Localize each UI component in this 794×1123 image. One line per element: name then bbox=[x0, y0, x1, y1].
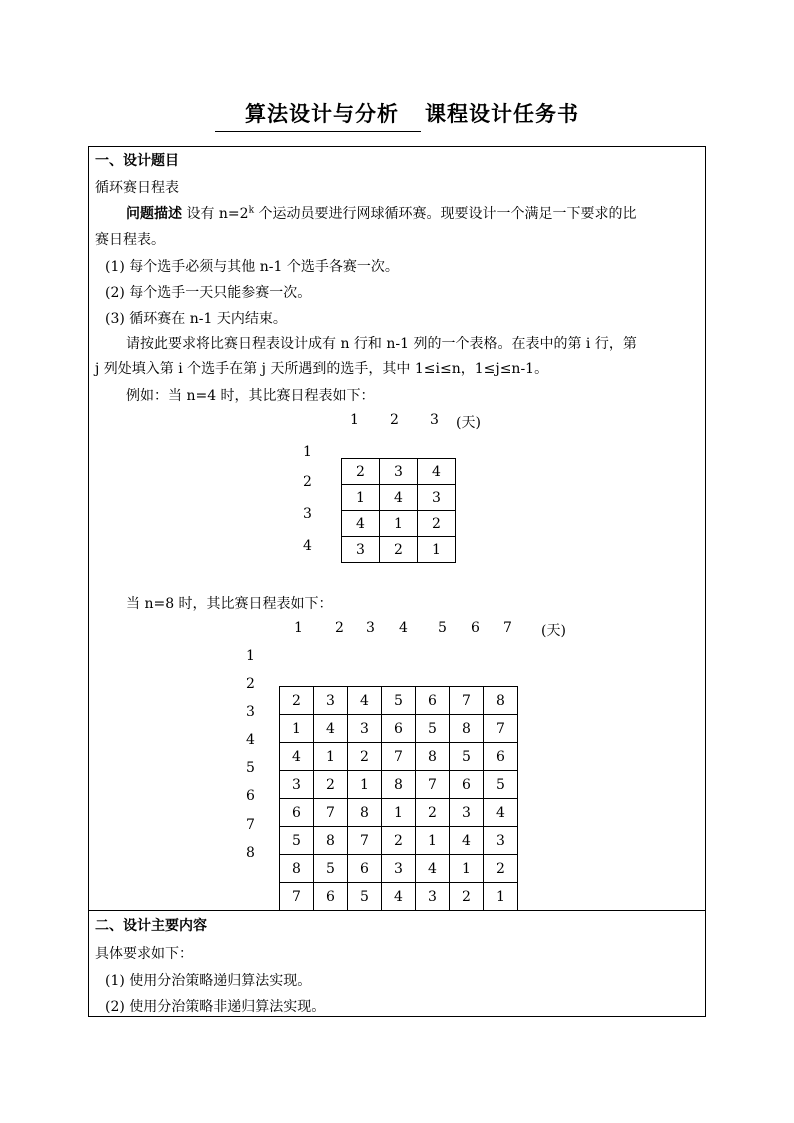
document-type: 课程设计任务书 bbox=[425, 101, 579, 126]
problem-superscript: k bbox=[248, 205, 255, 216]
table-cell: 8 bbox=[484, 687, 518, 715]
problem-text-a: 设有 n=2 bbox=[186, 206, 249, 222]
table-cell: 4 bbox=[348, 687, 382, 715]
table-cell: 5 bbox=[484, 771, 518, 799]
table-cell: 1 bbox=[450, 855, 484, 883]
table-cell: 3 bbox=[348, 715, 382, 743]
day-label: 3 bbox=[366, 620, 375, 636]
player-label: 6 bbox=[246, 788, 255, 804]
day-label: 6 bbox=[471, 620, 480, 636]
table-cell: 4 bbox=[450, 827, 484, 855]
content-item-1: (1) 使用分治策略递归算法实现。 bbox=[105, 973, 312, 989]
day-label: 2 bbox=[390, 412, 399, 428]
player-label: 1 bbox=[246, 648, 255, 664]
table-cell: 2 bbox=[382, 827, 416, 855]
table-cell: 8 bbox=[280, 855, 314, 883]
table-cell: 2 bbox=[280, 687, 314, 715]
day-label: 2 bbox=[335, 620, 344, 636]
table-cell: 5 bbox=[314, 855, 348, 883]
table-cell: 2 bbox=[314, 771, 348, 799]
requirement-3: (3) 循环赛在 n-1 天内结束。 bbox=[105, 311, 287, 327]
table-cell: 7 bbox=[450, 687, 484, 715]
table-cell: 4 bbox=[380, 485, 418, 511]
player-label: 4 bbox=[246, 732, 255, 748]
table-cell: 3 bbox=[416, 883, 450, 911]
table-cell: 2 bbox=[418, 511, 456, 537]
design-topic: 循环赛日程表 bbox=[95, 180, 179, 196]
day-label: 1 bbox=[350, 412, 359, 428]
table-cell: 6 bbox=[314, 883, 348, 911]
table-cell: 4 bbox=[314, 715, 348, 743]
day-label: 7 bbox=[503, 620, 512, 636]
table-cell: 5 bbox=[382, 687, 416, 715]
table-cell: 3 bbox=[418, 485, 456, 511]
table-cell: 1 bbox=[382, 799, 416, 827]
table-row bbox=[280, 771, 518, 799]
table-cell: 8 bbox=[416, 743, 450, 771]
table-row bbox=[342, 485, 456, 511]
table-cell: 4 bbox=[418, 459, 456, 485]
player-label: 8 bbox=[246, 845, 255, 861]
player-label: 4 bbox=[303, 538, 312, 554]
instruction-line1: 请按此要求将比赛日程表设计成有 n 行和 n-1 列的一个表格。在表中的第 i 行，第 bbox=[126, 336, 637, 352]
table-row bbox=[280, 799, 518, 827]
table-row bbox=[280, 883, 518, 911]
table-cell: 2 bbox=[348, 743, 382, 771]
table-row bbox=[280, 855, 518, 883]
problem-text-b: 个运动员要进行网球循环赛。现要设计一个满足一下要求的比 bbox=[254, 206, 637, 222]
table-cell: 2 bbox=[380, 537, 418, 563]
table-row bbox=[342, 459, 456, 485]
player-label: 7 bbox=[246, 817, 255, 833]
day-label: 1 bbox=[294, 620, 303, 636]
section2-intro: 具体要求如下： bbox=[95, 946, 193, 962]
day-unit-label: (天) bbox=[456, 415, 481, 431]
table-cell: 3 bbox=[382, 855, 416, 883]
table-cell: 2 bbox=[342, 459, 380, 485]
problem-description-line1 bbox=[126, 203, 636, 223]
table-cell: 6 bbox=[382, 715, 416, 743]
day-label: 5 bbox=[438, 620, 447, 636]
table-cell: 1 bbox=[418, 537, 456, 563]
table-cell: 2 bbox=[450, 883, 484, 911]
table-row bbox=[280, 827, 518, 855]
table-cell: 7 bbox=[280, 883, 314, 911]
instruction-line2: j 列处填入第 i 个选手在第 j 天所遇到的选手，其中 1≤i≤n，1≤j≤n-1。 bbox=[95, 361, 549, 377]
table-cell: 5 bbox=[450, 743, 484, 771]
table-cell: 7 bbox=[484, 715, 518, 743]
table-cell: 6 bbox=[348, 855, 382, 883]
table-cell: 1 bbox=[484, 883, 518, 911]
example-n4-caption: 例如：当 n=4 时，其比赛日程表如下： bbox=[126, 388, 375, 404]
requirement-1: (1) 每个选手必须与其他 n-1 个选手各赛一次。 bbox=[105, 259, 399, 275]
table-cell: 3 bbox=[342, 537, 380, 563]
table-row bbox=[342, 511, 456, 537]
table-cell: 2 bbox=[484, 855, 518, 883]
table-cell: 6 bbox=[280, 799, 314, 827]
player-label: 1 bbox=[303, 444, 312, 460]
table-row bbox=[342, 537, 456, 563]
day-label: 3 bbox=[430, 412, 439, 428]
requirement-2: (2) 每个选手一天只能参赛一次。 bbox=[105, 285, 312, 301]
table-cell: 5 bbox=[416, 715, 450, 743]
schedule-table-n8 bbox=[279, 686, 518, 911]
table-cell: 5 bbox=[280, 827, 314, 855]
player-label: 3 bbox=[246, 704, 255, 720]
table-cell: 6 bbox=[416, 687, 450, 715]
player-label: 3 bbox=[303, 506, 312, 522]
table-cell: 6 bbox=[484, 743, 518, 771]
player-label: 5 bbox=[246, 760, 255, 776]
table-cell: 1 bbox=[342, 485, 380, 511]
table-cell: 2 bbox=[416, 799, 450, 827]
table-cell: 4 bbox=[416, 855, 450, 883]
table-cell: 3 bbox=[450, 799, 484, 827]
document-title bbox=[0, 98, 794, 132]
section2-heading: 二、设计主要内容 bbox=[95, 918, 207, 934]
table-cell: 1 bbox=[314, 743, 348, 771]
schedule-table-n4 bbox=[341, 458, 456, 563]
table-cell: 3 bbox=[484, 827, 518, 855]
section1-heading: 一、设计题目 bbox=[95, 153, 179, 169]
course-subject: 算法设计与分析 bbox=[215, 98, 421, 132]
table-cell: 7 bbox=[314, 799, 348, 827]
table-cell: 4 bbox=[342, 511, 380, 537]
table-cell: 4 bbox=[280, 743, 314, 771]
player-label: 2 bbox=[303, 474, 312, 490]
problem-description-line2: 赛日程表。 bbox=[95, 232, 165, 248]
table-cell: 3 bbox=[280, 771, 314, 799]
table-cell: 4 bbox=[382, 883, 416, 911]
table-row bbox=[280, 715, 518, 743]
example-n8-caption: 当 n=8 时，其比赛日程表如下： bbox=[126, 596, 333, 612]
table-cell: 7 bbox=[416, 771, 450, 799]
table-cell: 3 bbox=[314, 687, 348, 715]
table-cell: 8 bbox=[382, 771, 416, 799]
table-cell: 8 bbox=[314, 827, 348, 855]
table-cell: 6 bbox=[450, 771, 484, 799]
content-item-2: (2) 使用分治策略非递归算法实现。 bbox=[105, 999, 326, 1015]
table-row bbox=[280, 687, 518, 715]
day-unit-label: (天) bbox=[541, 623, 566, 639]
table-cell: 8 bbox=[450, 715, 484, 743]
table-row bbox=[280, 743, 518, 771]
problem-label: 问题描述 bbox=[126, 206, 182, 222]
player-label: 2 bbox=[246, 676, 255, 692]
table-cell: 7 bbox=[382, 743, 416, 771]
table-cell: 7 bbox=[348, 827, 382, 855]
day-label: 4 bbox=[399, 620, 408, 636]
table-cell: 4 bbox=[484, 799, 518, 827]
table-cell: 1 bbox=[380, 511, 418, 537]
table-cell: 3 bbox=[380, 459, 418, 485]
table-cell: 1 bbox=[280, 715, 314, 743]
table-cell: 1 bbox=[348, 771, 382, 799]
table-cell: 1 bbox=[416, 827, 450, 855]
table-cell: 5 bbox=[348, 883, 382, 911]
table-cell: 8 bbox=[348, 799, 382, 827]
